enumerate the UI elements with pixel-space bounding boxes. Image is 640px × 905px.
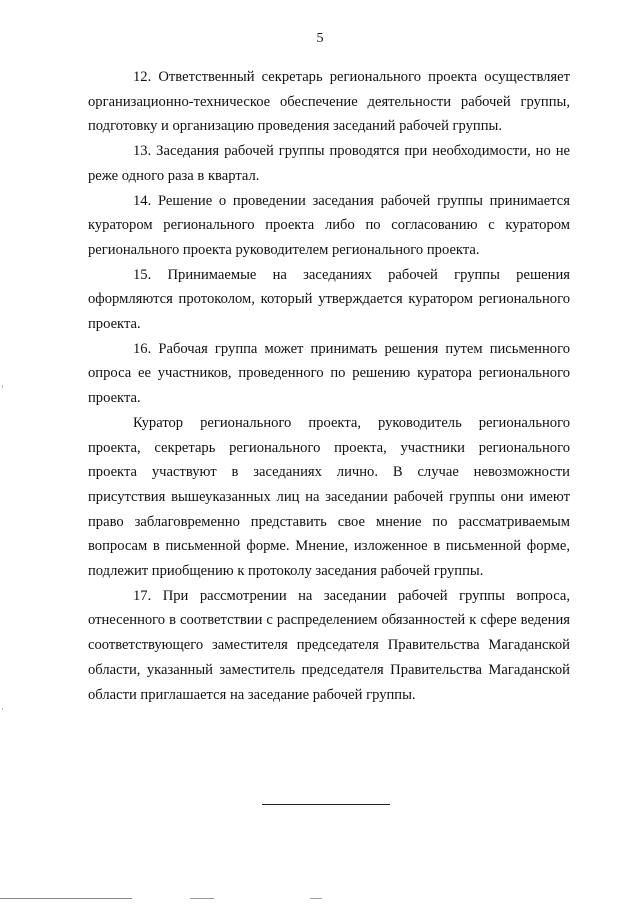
paragraph-14: 14. Решение о проведении заседания рабочей группы принимается куратором регионального проекта либо по согласованию с куратором регионального проекта руководителем регионального проекта. [88, 192, 570, 258]
paragraph-13: 13. Заседания рабочей группы проводятся при необходимости, но не реже одного раза в квартал. [88, 143, 570, 184]
scan-artifact-line [190, 898, 214, 899]
paragraph-16: 16. Рабочая группа может принимать решения путем письменного опроса ее участников, проведенного по решению куратора регионального проекта. [88, 340, 570, 407]
paragraph-17: 17. При рассмотрении на заседании рабочей группы вопроса, отнесенного в соответствии с распределением обязанностей к сфере ведения соответствующего заместителя председателя Правительства Магаданской области, указанный заместитель председателя Правительства Магаданской области приглашается на заседание рабочей группы. [88, 587, 570, 703]
document-body [88, 65, 570, 707]
paragraph-participation: Куратор регионального проекта, руководитель регионального проекта, секретарь регионального проекта, участники регионального проекта участвуют в заседаниях лично. В случае невозможности присутствия вышеуказанных лиц на заседании рабочей группы они имеют право заблаговременно представить свое мнение по рассматриваемым вопросам в письменной форме. Мнение, изложенное в письменной форме, подлежит приобщению к протоколу заседания рабочей группы. [88, 414, 570, 580]
scan-artifact-dot [2, 708, 3, 710]
paragraph-15: 15. Принимаемые на заседаниях рабочей группы решения оформляются протоколом, который утверждается куратором регионального проекта. [88, 266, 570, 333]
page-number: 5 [316, 31, 324, 46]
end-of-text-rule [262, 804, 390, 805]
scan-artifact-dot [2, 385, 3, 388]
scan-artifact-line [0, 898, 132, 899]
paragraph-12: 12. Ответственный секретарь регионального проекта осуществляет организационно-техническое обеспечение деятельности рабочей группы, подготовку и организацию проведения заседаний рабочей группы. [88, 69, 570, 135]
scan-artifact-line [310, 898, 322, 899]
